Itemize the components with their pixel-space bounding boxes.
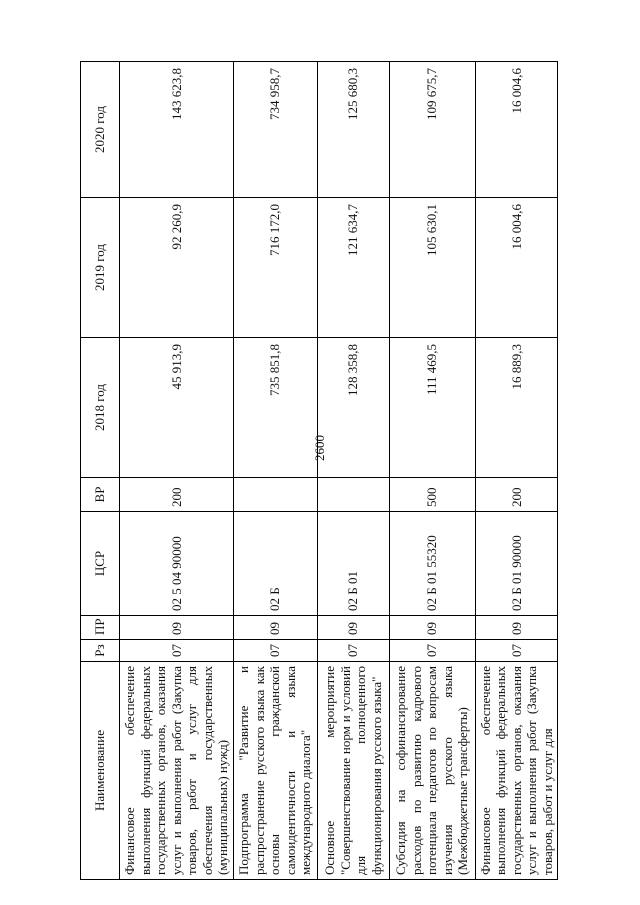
row-pr: 09 [475, 616, 558, 640]
col-header-2018: 2018 год [81, 338, 120, 478]
row-2018: 128 358,8 [317, 338, 389, 478]
rotated-page [40, 60, 600, 880]
row-csr: 02 5 04 90000 [120, 512, 234, 616]
row-csr: 02 Б [233, 512, 317, 616]
row-rz: 07 [389, 640, 475, 662]
row-vr [233, 478, 317, 512]
row-csr: 02 Б 01 55320 [389, 512, 475, 616]
table-row [120, 62, 234, 880]
table-row [389, 62, 475, 880]
row-2019: 121 634,7 [317, 198, 389, 338]
row-2018: 735 851,8 [233, 338, 317, 478]
row-pr: 09 [233, 616, 317, 640]
row-vr: 200 [120, 478, 234, 512]
row-csr: 02 Б 01 [317, 512, 389, 616]
row-2020: 143 623,8 [120, 62, 234, 198]
row-2019: 105 630,1 [389, 198, 475, 338]
row-name: Подпрограмма "Развитие и распространение русского языка как основы гражданской самоидентичности и языка международного диалога" [233, 662, 317, 880]
col-header-2020: 2020 год [81, 62, 120, 198]
col-header-rz: Рз [81, 640, 120, 662]
row-2020: 125 680,3 [317, 62, 389, 198]
col-header-name: Наименование [81, 662, 120, 880]
row-rz: 07 [120, 640, 234, 662]
row-vr: 500 [389, 478, 475, 512]
col-header-csr: ЦСР [81, 512, 120, 616]
row-vr: 200 [475, 478, 558, 512]
row-csr: 02 Б 01 90000 [475, 512, 558, 616]
row-2019: 716 172,0 [233, 198, 317, 338]
row-name: Финансовое обеспечение выполнения функций федеральных государственных органов, оказания услуг и выполнения работ (Закупка товаров, работ и услуг для обеспечения государственных (муниципальных) нужд) [120, 662, 234, 880]
col-header-2019: 2019 год [81, 198, 120, 338]
row-name: Основное мероприятие "Совершенствование норм и условий для полноценного функционирования русского языка" [317, 662, 389, 880]
row-name: Субсидия на софинансирование расходов по развитию кадрового потенциала педагогов по вопросам изучения русского языка (Межбюджетные трансферты) [389, 662, 475, 880]
row-pr: 09 [389, 616, 475, 640]
page-number: 2600 [312, 435, 327, 461]
row-2020: 734 958,7 [233, 62, 317, 198]
row-2019: 16 004,6 [475, 198, 558, 338]
row-pr: 09 [120, 616, 234, 640]
col-header-pr: ПР [81, 616, 120, 640]
row-2018: 45 913,9 [120, 338, 234, 478]
row-2020: 109 675,7 [389, 62, 475, 198]
table-header-row [81, 62, 120, 880]
row-rz: 07 [475, 640, 558, 662]
table-row [317, 62, 389, 880]
row-2018: 111 469,5 [389, 338, 475, 478]
col-header-vr: ВР [81, 478, 120, 512]
row-rz: 07 [233, 640, 317, 662]
row-2018: 16 889,3 [475, 338, 558, 478]
table-row [233, 62, 317, 880]
row-pr: 09 [317, 616, 389, 640]
row-vr [317, 478, 389, 512]
table-row [475, 62, 558, 880]
row-2020: 16 004,6 [475, 62, 558, 198]
row-name: Финансовое обеспечение выполнения функций федеральных государственных органов, оказания услуг и выполнения работ (Закупка товаров, работ и услуг для [475, 662, 558, 880]
row-2019: 92 260,9 [120, 198, 234, 338]
budget-table [80, 61, 558, 880]
row-rz: 07 [317, 640, 389, 662]
